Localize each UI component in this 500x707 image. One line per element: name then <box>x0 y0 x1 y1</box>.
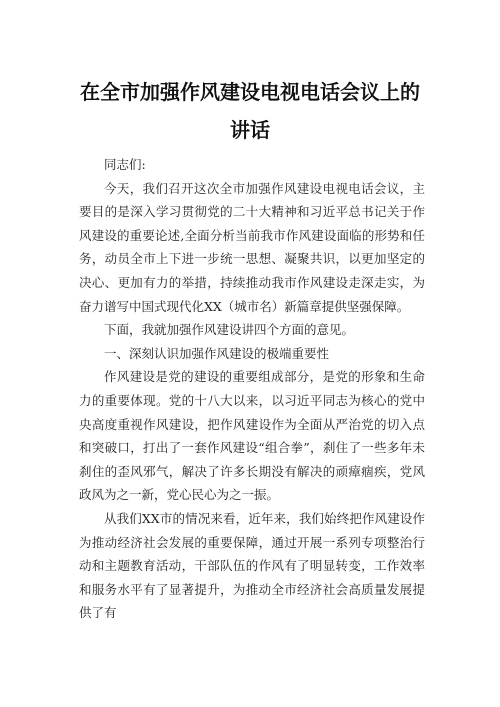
paragraph-opening: 今天，我们召开这次全市加强作风建设电视电话会议，主要目的是深入学习贯彻党的二十大精神和习近平总书记关于作风建设的重要论述,全面分析当前我市作风建设面临的形势和任务，动员全市上下进一步统一思想、凝聚共识，以更加坚定的决心、更加有力的举措，持续推动我市作风建设走深走实，为奋力谱写中国式现代化XX（城市名）新篇章提供坚强保障。 <box>79 180 425 314</box>
salutation: 同志们: <box>104 157 146 172</box>
paragraph-section-1a: 作风建设是党的建设的重要组成部分，是党的形象和生命力的重要体现。党的十八大以来，以习近平同志为核心的党中央高度重视作风建设，把作风建设作为全面从严治党的切入点和突破口，打出了一套作风建设“组合拳”，刹住了一些多年未刹住的歪风邪气，解决了许多长期没有解决的顽瘴痼疾，党风政风为之一新，党心民心为之一振。 <box>79 369 425 503</box>
paragraph-section-1b: 从我们XX市的情况来看，近年来，我们始终把作风建设作为推动经济社会发展的重要保障，通过开展一系列专项整治行动和主题教育活动，干部队伍的作风有了明显转变，工作效率和服务水平有了显著提升，为推动全市经济社会高质量发展提供了有 <box>79 510 425 621</box>
document-title-line-2: 讲话 <box>230 118 270 142</box>
paragraph-outline: 下面，我就加强作风建设讲四个方面的意见。 <box>104 322 355 338</box>
document-body <box>79 153 425 625</box>
section-heading-1: 一、深刻认识加强作风建设的极端重要性 <box>104 345 330 361</box>
document-title-line-1: 在全市加强作风建设电视电话会议上的 <box>80 80 420 104</box>
